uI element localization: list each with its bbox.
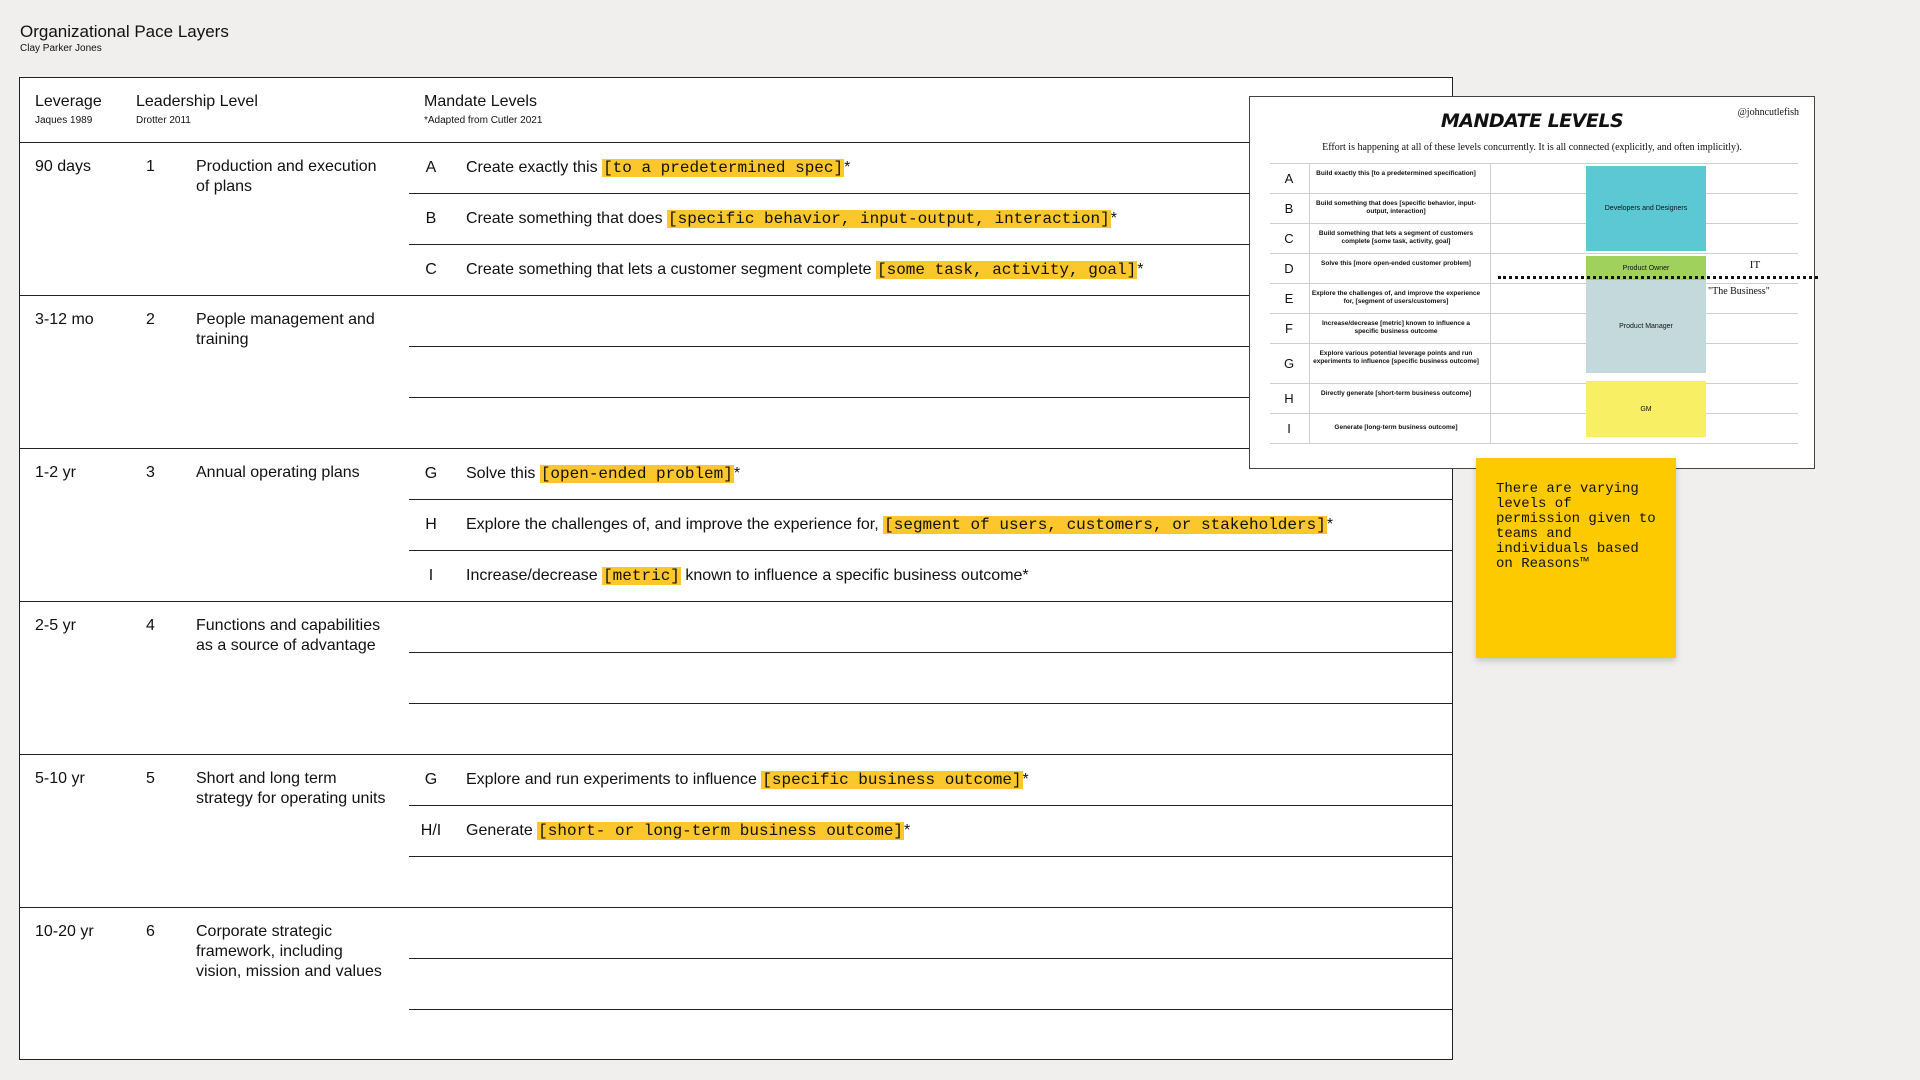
mandate-letter: G: [424, 465, 438, 482]
product-owner-box: Product Owner: [1586, 256, 1706, 280]
leverage-value: 5-10 yr: [35, 770, 85, 787]
mandate-highlight: [some task, activity, goal]: [876, 261, 1137, 279]
reference-description: Generate [long-term business outcome]: [1334, 424, 1458, 431]
leadership-level-number: 6: [146, 923, 155, 940]
mandate-text: Explore and run experiments to influence [specific business outcome]*: [466, 771, 1029, 789]
row-divider: [409, 1009, 1452, 1010]
reference-letter: A: [1284, 171, 1294, 186]
reference-title: MANDATE LEVELS: [1440, 110, 1624, 132]
mandate-text: Explore the challenges of, and improve the experience for, [segment of users, customers, or stakeholders]*: [466, 516, 1334, 534]
mandate-text: Create something that lets a customer segment complete [some task, activity, goal]*: [466, 261, 1144, 279]
page-author: Clay Parker Jones: [20, 43, 102, 54]
sticky-note-text: There are varying levels of permission given to teams and individuals based on Reasons™: [1496, 481, 1665, 572]
reference-description: Build exactly this [to a predetermined specification]: [1316, 170, 1476, 177]
reference-letter: B: [1284, 201, 1294, 216]
it-label: IT: [1749, 259, 1761, 271]
mandate-text: Create exactly this [to a predetermined spec]*: [466, 159, 851, 177]
mandate-text: Generate [short- or long-term business outcome]*: [466, 822, 911, 840]
leadership-level-label: Production and execution of plans: [196, 158, 377, 195]
leadership-header: Leadership Level: [136, 93, 258, 110]
mandate-letter: C: [425, 261, 437, 278]
mandate-text: Increase/decrease [metric] known to influence a specific business outcome*: [466, 567, 1029, 585]
row-divider: [409, 958, 1452, 959]
grid-line: [1270, 253, 1798, 254]
page-title: Organizational Pace Layers: [20, 22, 229, 41]
leverage-value: 90 days: [35, 158, 92, 175]
leverage-value: 1-2 yr: [35, 464, 76, 481]
leadership-level-label: Corporate strategic framework, including vision, mission and values: [196, 923, 382, 980]
grid-line: [1270, 223, 1798, 224]
it-business-divider: [1498, 276, 1818, 279]
grid-line: [1270, 193, 1798, 194]
sticky-note[interactable]: [1476, 458, 1676, 658]
reference-description: Increase/decrease [metric] known to influence a specific business outcome: [1321, 320, 1471, 335]
mandate-row: [409, 143, 850, 193]
mandate-levels-reference-card[interactable]: [1249, 96, 1815, 469]
mandate-highlight: [short- or long-term business outcome]: [538, 822, 904, 840]
grid-line: [1270, 163, 1798, 164]
reference-letter: I: [1287, 421, 1291, 436]
row-divider: [409, 856, 1452, 857]
row-divider: [409, 703, 1452, 704]
leverage-value: 3-12 mo: [35, 311, 94, 328]
grid-line: [1270, 413, 1798, 414]
mandate-highlight: [to a predetermined spec]: [603, 159, 844, 177]
business-label: "The Business": [1708, 286, 1770, 297]
reference-description: Directly generate [short-term business outcome]: [1320, 390, 1472, 397]
leverage-header: Leverage: [35, 93, 102, 110]
mandate-highlight: [open-ended problem]: [540, 465, 733, 483]
grid-line: [1270, 343, 1798, 344]
leadership-level-label: People management and training: [196, 311, 375, 348]
grid-line: [1270, 443, 1798, 444]
reference-letter: H: [1284, 391, 1294, 406]
leadership-source: Drotter 2011: [136, 115, 191, 126]
mandate-highlight: [metric]: [603, 567, 680, 585]
reference-description: Explore the challenges of, and improve the experience for, [segment of users/customers]: [1311, 290, 1481, 305]
mandate-header: Mandate Levels: [424, 93, 537, 110]
mandate-highlight: [specific behavior, input-output, interaction]: [668, 210, 1110, 228]
mandate-row: [409, 245, 1143, 295]
mandate-row: [409, 194, 1117, 244]
mandate-letter: H: [425, 516, 437, 533]
reference-grid: [1270, 163, 1798, 443]
gm-box: GM: [1586, 381, 1706, 437]
mandate-letter: B: [425, 210, 437, 227]
leadership-level-label: Annual operating plans: [196, 464, 360, 481]
mandate-row: [409, 755, 1029, 805]
reference-letter: E: [1284, 291, 1294, 306]
mandate-source: *Adapted from Cutler 2021: [424, 115, 543, 126]
mandate-letter: G: [424, 771, 438, 788]
reference-description: Solve this [more open-ended customer problem]: [1321, 260, 1471, 267]
reference-letter: C: [1284, 231, 1294, 246]
leverage-value: 10-20 yr: [35, 923, 94, 940]
reference-description: Build something that lets a segment of customers complete [some task, activity, goal]: [1318, 230, 1474, 245]
reference-description: Build something that does [specific behavior, input-output, interaction]: [1316, 200, 1476, 215]
reference-letter: F: [1285, 321, 1293, 336]
mandate-letter: A: [425, 159, 437, 176]
leadership-level-number: 5: [146, 770, 155, 787]
grid-line: [1270, 313, 1798, 314]
grid-line: [1490, 163, 1491, 443]
mandate-row: [409, 449, 740, 499]
grid-line: [1270, 283, 1798, 284]
reference-letter: D: [1284, 261, 1294, 276]
leadership-level-number: 4: [146, 617, 155, 634]
band-divider: [20, 601, 1452, 602]
mandate-letter: I: [428, 567, 434, 584]
mandate-highlight: [specific business outcome]: [762, 771, 1022, 789]
band-divider: [20, 295, 1452, 296]
leverage-value: 2-5 yr: [35, 617, 76, 634]
reference-letter: G: [1283, 356, 1295, 371]
leadership-level-number: 1: [146, 158, 155, 175]
developers-designers-box: Developers and Designers: [1586, 166, 1706, 251]
leadership-level-number: 3: [146, 464, 155, 481]
band-divider: [20, 907, 1452, 908]
reference-subtitle: Effort is happening at all of these levels concurrently. It is all connected (explicitly, and often implicitly).: [1322, 142, 1742, 153]
mandate-highlight: [segment of users, customers, or stakeholders]: [884, 516, 1326, 534]
mandate-row: [409, 806, 910, 856]
mandate-row: [409, 500, 1333, 550]
leadership-level-label: Functions and capabilities as a source of advantage: [196, 617, 381, 654]
product-manager-box: Product Manager: [1586, 280, 1706, 373]
leverage-source: Jaques 1989: [35, 115, 93, 126]
leadership-level-label: Short and long term strategy for operating units: [196, 770, 386, 807]
mandate-letter: H/I: [420, 822, 442, 839]
reference-description: Explore various potential leverage points and run experiments to influence [specific business outcome]: [1313, 350, 1479, 365]
pace-layers-table: [19, 77, 1453, 1060]
mandate-text: Create something that does [specific behavior, input-output, interaction]*: [466, 210, 1117, 228]
leadership-level-number: 2: [146, 311, 155, 328]
reference-handle: @johncutlefish: [1737, 107, 1799, 118]
grid-line: [1270, 383, 1798, 384]
mandate-row: [409, 551, 1029, 601]
row-divider: [409, 652, 1452, 653]
mandate-text: Solve this [open-ended problem]*: [466, 465, 741, 483]
